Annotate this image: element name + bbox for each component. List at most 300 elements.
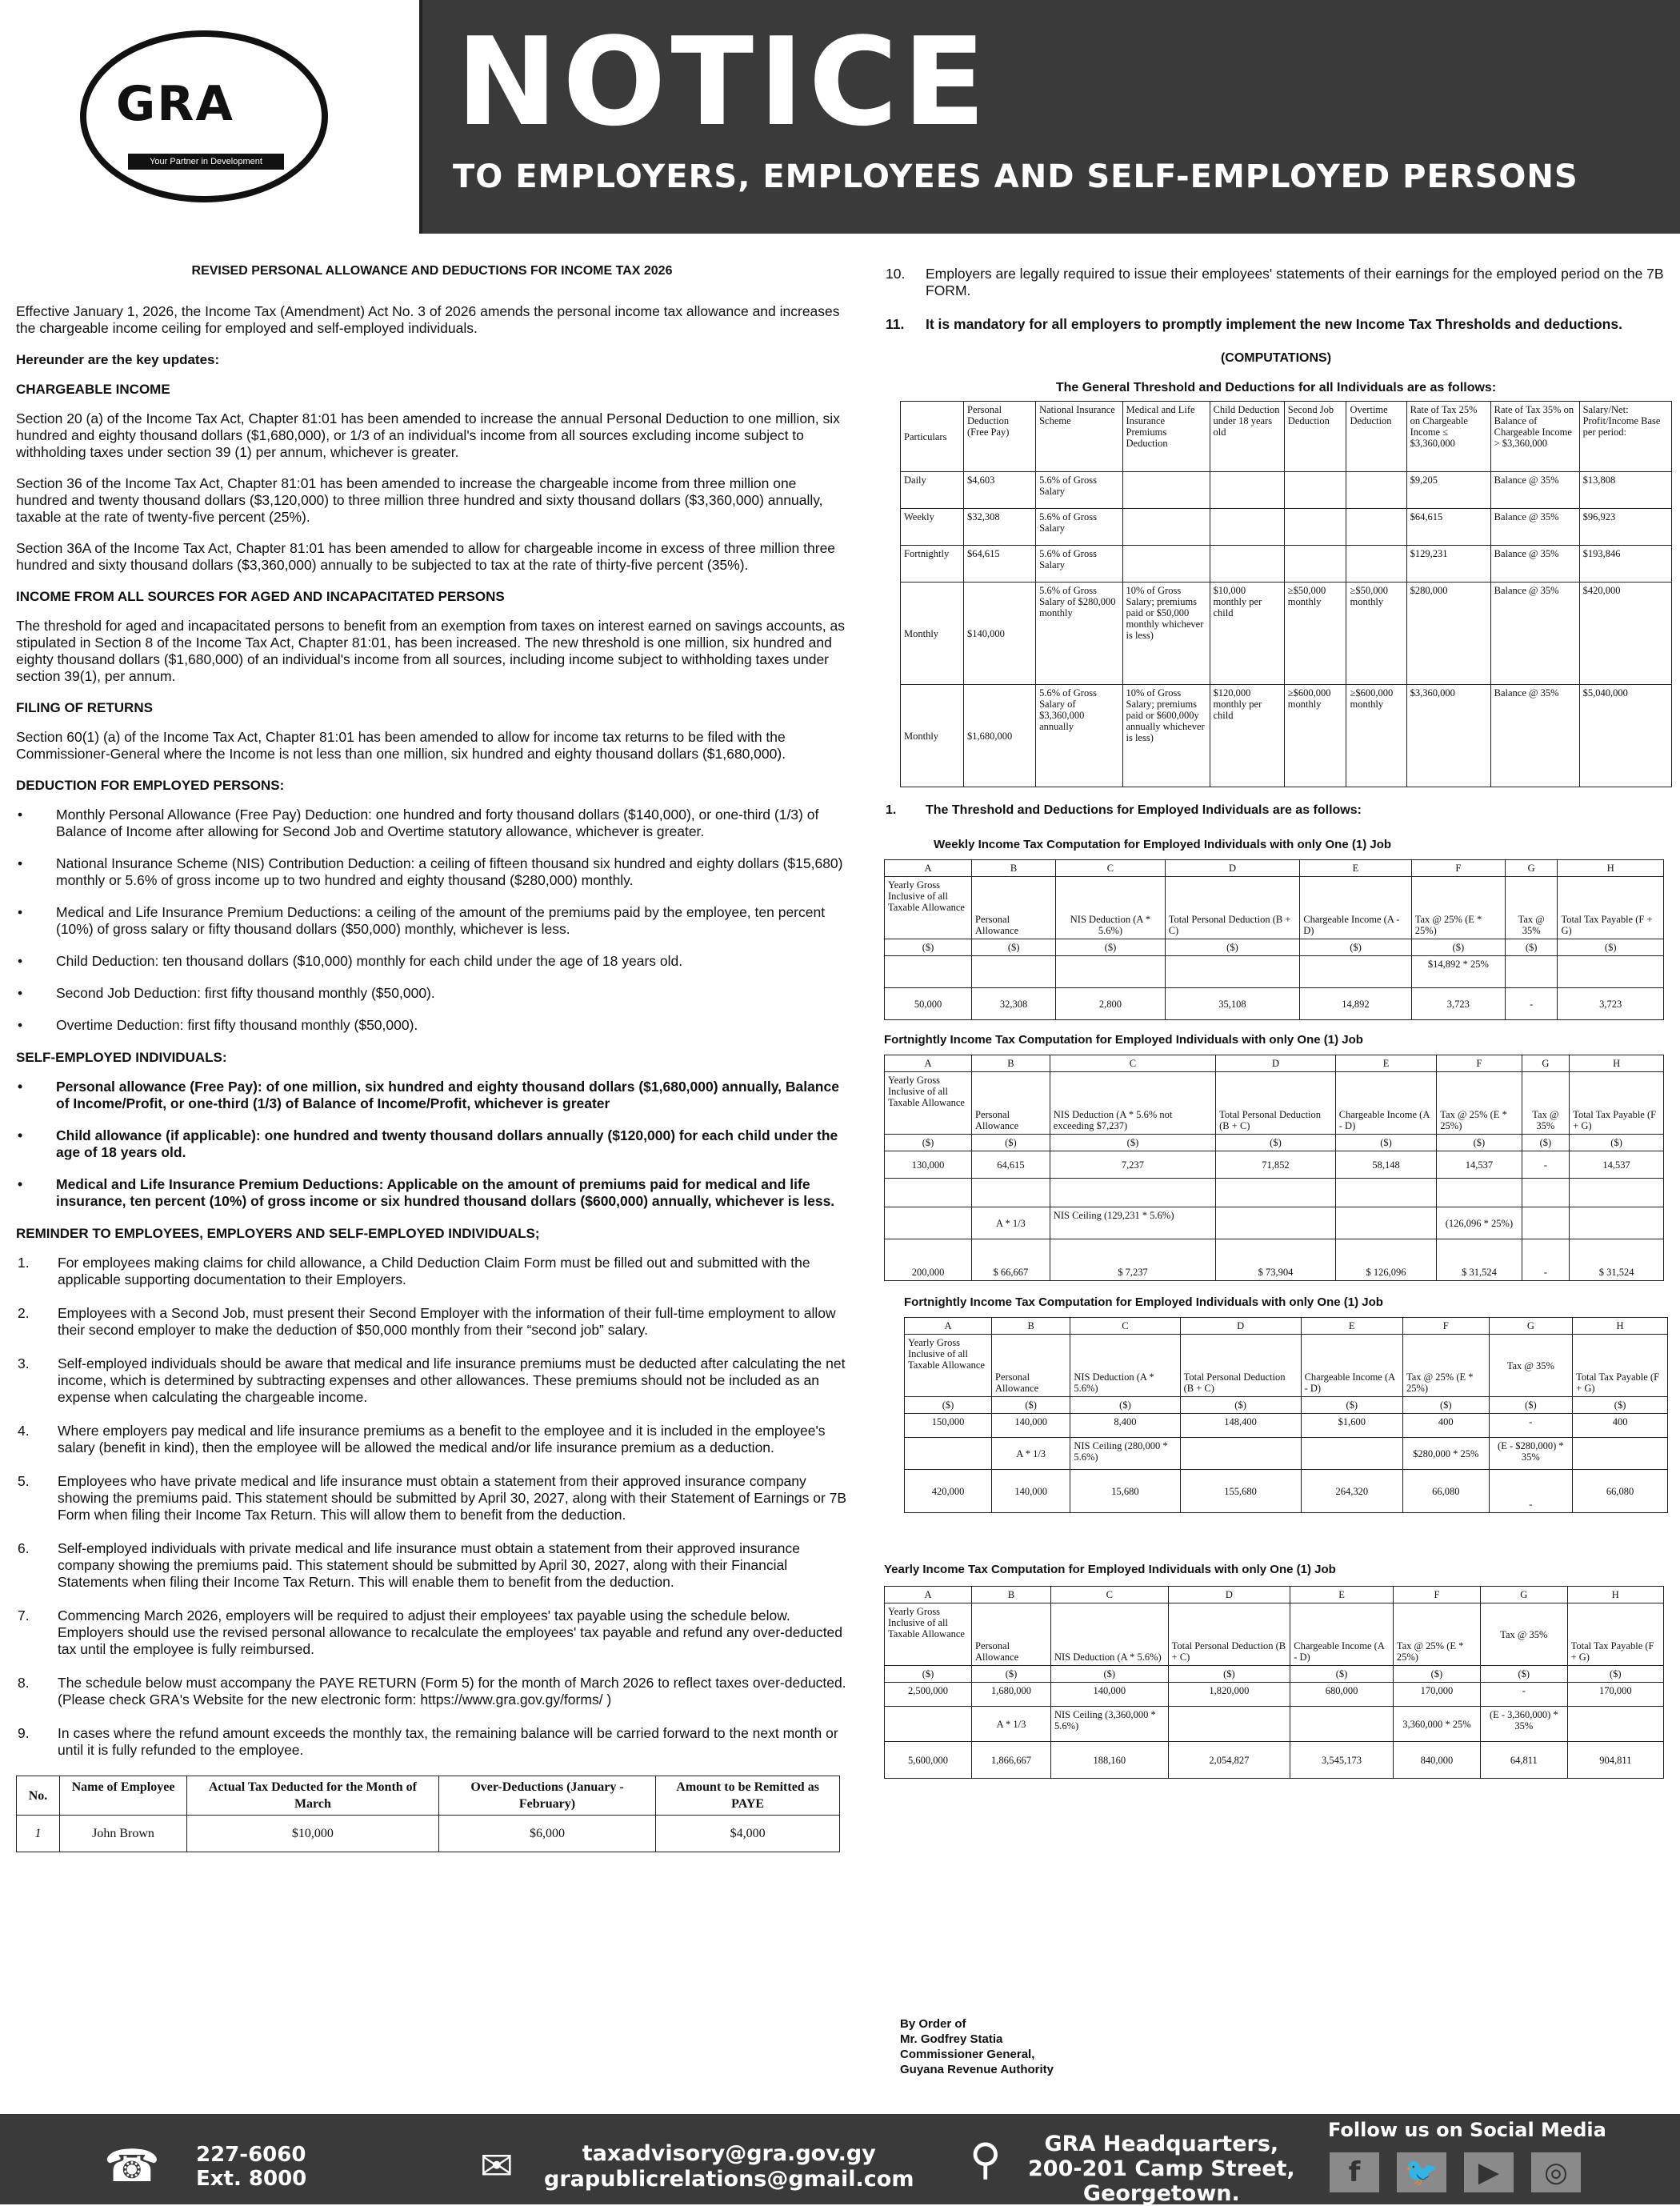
phone-number[interactable]: 227-6060 bbox=[196, 2143, 306, 2167]
table-cell: NIS Ceiling (280,000 * 5.6%) bbox=[1070, 1438, 1180, 1470]
table-cell: 420,000 bbox=[905, 1470, 992, 1513]
table-cell: 3,360,000 * 25% bbox=[1393, 1707, 1480, 1742]
gra-logo bbox=[0, 0, 422, 234]
table-cell bbox=[1335, 1207, 1437, 1239]
paragraph-section36: Section 36 of the Income Tax Act, Chapter 81:01 has been amended to increase the chargeable income from three million one hundred and twenty thousand dollars ($3,120,000) to three million three hundred and sixty thousand dollars ($3,360,000) annually, taxable at the rate of twenty-five percent (25%). bbox=[16, 475, 823, 525]
signature-block bbox=[900, 2016, 1054, 2077]
table-cell: NIS Deduction (A * 5.6%) bbox=[1070, 1335, 1180, 1397]
table-cell: 64,615 bbox=[972, 1151, 1050, 1179]
table-cell: $4,000 bbox=[656, 1816, 840, 1852]
table-cell: 66,080 bbox=[1573, 1470, 1668, 1513]
letter-row bbox=[885, 1055, 1664, 1072]
table-title: Weekly Income Tax Computation for Employed Individuals with only One (1) Job bbox=[934, 838, 1392, 851]
letter-row bbox=[905, 1318, 1668, 1335]
table-cell: $14,892 * 25% bbox=[1411, 956, 1505, 988]
table-cell: F bbox=[1402, 1318, 1489, 1335]
table-cell: Balance @ 35% bbox=[1490, 472, 1579, 509]
right-column bbox=[884, 266, 1668, 1779]
instagram-icon[interactable]: ◎ bbox=[1531, 2152, 1581, 2192]
paragraph-section36a: Section 36A of the Income Tax Act, Chapter 81:01 has been amended to allow for chargeable income in excess of three million three hundred and sixty thousand dollars ($3,360,000) annually to be subjected to tax at the rate of thirty-five percent (35%). bbox=[16, 540, 836, 573]
table-row bbox=[885, 1179, 1664, 1207]
table-cell: Total Tax Payable (F + G) bbox=[1570, 1072, 1664, 1135]
table-cell: ($) bbox=[1335, 1135, 1437, 1151]
social-icons bbox=[1312, 2152, 1581, 2192]
heading-chargeable: CHARGEABLE INCOME bbox=[16, 382, 170, 397]
phone-icon: ☎ bbox=[104, 2140, 160, 2192]
header-row bbox=[885, 1072, 1664, 1135]
table-cell: ($) bbox=[885, 1666, 972, 1683]
table-cell: E bbox=[1335, 1055, 1437, 1072]
table-cell: $ 7,237 bbox=[1050, 1239, 1215, 1281]
table-header: Medical and Life Insurance Premiums Deduction bbox=[1122, 402, 1210, 472]
table-cell: 50,000 bbox=[885, 988, 972, 1020]
table-cell: Chargeable Income (A - D) bbox=[1290, 1603, 1394, 1666]
heading-filing: FILING OF RETURNS bbox=[16, 700, 153, 715]
table-cell bbox=[1570, 1207, 1664, 1239]
list-item: 8. The schedule below must accompany the PAYE RETURN (Form 5) for the month of March 2026 to reflect taxes over-deducted. (Please check GRA's Website for the new electronic form: https://www.gra.gov.gy/forms/ ) bbox=[18, 1675, 846, 1708]
table-cell: A bbox=[885, 1587, 972, 1603]
yearly-computation-table bbox=[884, 1586, 1664, 1779]
table-cell: 130,000 bbox=[885, 1151, 972, 1179]
table-cell: (E - 3,360,000) * 35% bbox=[1481, 1707, 1568, 1742]
table-cell: E bbox=[1290, 1587, 1394, 1603]
list-item: 11. It is mandatory for all employers to promptly implement the new Income Tax Thresholds and deductions. bbox=[886, 316, 1622, 332]
email-block bbox=[544, 2141, 914, 2192]
header-row bbox=[885, 877, 1664, 939]
table-cell: Chargeable Income (A - D) bbox=[1300, 877, 1412, 939]
address-line: GRA Headquarters, bbox=[1044, 2132, 1279, 2156]
list-item: • Medical and Life Insurance Premium Deductions: a ceiling of the amount of the premiums paid by the employee, ten percent (10%) of gross salary or fifty thousand dollars ($50,000) monthly, whichever is less. bbox=[16, 904, 848, 938]
table-cell: - bbox=[1522, 1239, 1570, 1281]
table-header: Rate of Tax 25% on Chargeable Income ≤ $3,360,000 bbox=[1406, 402, 1490, 472]
table-cell bbox=[1056, 956, 1166, 988]
table-cell bbox=[1300, 956, 1412, 988]
table-cell: Balance @ 35% bbox=[1490, 546, 1579, 583]
table-cell bbox=[1505, 956, 1558, 988]
list-item: • Personal allowance (Free Pay): of one million, six hundred and eighty thousand dollars ($1,680,000) annually, Balance of Income/Profit, or one-third (1/3) of Balance of Income/Profit, whichever is greater bbox=[16, 1079, 848, 1112]
table-title: Fortnightly Income Tax Computation for Employed Individuals with only One (1) Job bbox=[904, 1295, 1383, 1309]
table-cell: ($) bbox=[1393, 1666, 1480, 1683]
weekly-computation-table bbox=[884, 859, 1664, 1020]
paragraph-section20: Section 20 (a) of the Income Tax Act, Chapter 81:01 has been amended to increase the annual Personal Deduction to one million, six hundred and eighty thousand dollars ($1,680,000), or 1/3 of an individual's income from all sources excluding income subject to withholding taxes under section 39 (1) per annum, whichever is greater. bbox=[16, 410, 840, 460]
footer bbox=[0, 2114, 1680, 2204]
table-cell bbox=[1168, 1707, 1290, 1742]
table-cell: G bbox=[1522, 1055, 1570, 1072]
table-cell: 7,237 bbox=[1050, 1151, 1215, 1179]
reminder-list bbox=[16, 1255, 848, 1759]
table-header: Particulars bbox=[901, 402, 964, 472]
list-item: • Second Job Deduction: first fifty thousand monthly ($50,000). bbox=[16, 985, 848, 1002]
list-item: 2. Employees with a Second Job, must present their Second Employer with the information of their full-time employment to allow their second employer to make the deduction of $50,000 monthly from their “second job” salary. bbox=[18, 1305, 836, 1338]
table-row bbox=[885, 988, 1664, 1020]
table-cell: 8,400 bbox=[1070, 1414, 1180, 1438]
fortnightly-computation-table-2 bbox=[904, 1317, 1668, 1513]
table-cell: F bbox=[1437, 1055, 1522, 1072]
email-icon: ✉ bbox=[480, 2143, 514, 2189]
table-cell bbox=[1522, 1207, 1570, 1239]
table-cell bbox=[1346, 509, 1406, 546]
table-cell: G bbox=[1481, 1587, 1568, 1603]
table-cell: ($) bbox=[1180, 1397, 1301, 1414]
unit-row bbox=[885, 939, 1664, 956]
table-header: No. bbox=[17, 1776, 60, 1816]
table-cell: 10% of Gross Salary; premiums paid or $600,000y annually whichever is less) bbox=[1122, 685, 1210, 787]
table-cell bbox=[1284, 509, 1346, 546]
table-cell: Monthly bbox=[901, 685, 964, 787]
table-cell: $9,205 bbox=[1406, 472, 1490, 509]
table-cell bbox=[1346, 472, 1406, 509]
table-cell bbox=[1210, 472, 1284, 509]
list-item: • Monthly Personal Allowance (Free Pay) Deduction: one hundred and forty thousand dollars ($140,000), or one-third (1/3) of Balance of Income after allowing for Second Job and Overtime statutory allowance, whichever is greater. bbox=[16, 807, 848, 840]
facebook-icon[interactable]: f bbox=[1330, 2152, 1379, 2192]
table-cell: 71,852 bbox=[1216, 1151, 1336, 1179]
address-block bbox=[1028, 2132, 1295, 2206]
table-cell: A bbox=[885, 1055, 972, 1072]
continued-list bbox=[884, 266, 1668, 333]
table-cell bbox=[1437, 1179, 1522, 1207]
table-cell: 140,000 bbox=[1050, 1683, 1168, 1707]
table-cell: ($) bbox=[1301, 1397, 1402, 1414]
table-cell: Balance @ 35% bbox=[1490, 583, 1579, 685]
table-cell: $64,615 bbox=[964, 546, 1036, 583]
table-cell: 680,000 bbox=[1290, 1683, 1394, 1707]
table-cell: Balance @ 35% bbox=[1490, 509, 1579, 546]
heading-deduction: DEDUCTION FOR EMPLOYED PERSONS: bbox=[16, 778, 285, 793]
address-line: Georgetown. bbox=[1082, 2181, 1240, 2206]
table-cell: (126,096 * 25%) bbox=[1437, 1207, 1522, 1239]
table-cell: NIS Ceiling (3,360,000 * 5.6%) bbox=[1050, 1707, 1168, 1742]
table-cell: ($) bbox=[1411, 939, 1505, 956]
key-updates-label: Hereunder are the key updates: bbox=[16, 352, 220, 367]
table-cell: $96,923 bbox=[1579, 509, 1671, 546]
table-cell: ≥$600,000 monthly bbox=[1346, 685, 1406, 787]
list-item: 1. For employees making claims for child allowance, a Child Deduction Claim Form must be filled out and submitted with the applicable supporting documentation to their Employers. bbox=[18, 1255, 810, 1287]
table-cell bbox=[905, 1438, 992, 1470]
table-cell: $13,808 bbox=[1579, 472, 1671, 509]
table-cell: B bbox=[972, 1587, 1051, 1603]
list-item: • Child Deduction: ten thousand dollars ($10,000) monthly for each child under the age of 18 years old. bbox=[16, 953, 848, 970]
general-threshold-table bbox=[900, 401, 1672, 787]
table-cell: ($) bbox=[972, 1666, 1051, 1683]
table-cell: $420,000 bbox=[1579, 583, 1671, 685]
unit-row bbox=[885, 1666, 1664, 1683]
table-cell: 140,000 bbox=[992, 1470, 1070, 1513]
table-cell: - bbox=[1522, 1151, 1570, 1179]
table-row bbox=[901, 583, 1672, 685]
table-cell: - bbox=[1489, 1414, 1573, 1438]
table-cell: E bbox=[1300, 860, 1412, 877]
youtube-icon[interactable]: ▶ bbox=[1464, 2152, 1514, 2192]
table-cell: ≥$50,000 monthly bbox=[1284, 583, 1346, 685]
table-cell: A * 1/3 bbox=[992, 1438, 1070, 1470]
heading-reminder: REMINDER TO EMPLOYEES, EMPLOYERS AND SELF-EMPLOYED INDIVIDUALS; bbox=[16, 1226, 540, 1241]
list-item: • Medical and Life Insurance Premium Deductions: Applicable on the amount of premiums paid for medical and life insurance, ten percent (10%) of gross income or six hundred thousand dollars ($600,000) annually, whichever is less. bbox=[16, 1176, 848, 1210]
table-cell bbox=[1335, 1179, 1437, 1207]
table-cell bbox=[1284, 546, 1346, 583]
table-cell: 1,680,000 bbox=[972, 1683, 1051, 1707]
table-cell: Yearly Gross Inclusive of all Taxable Allowance bbox=[885, 1603, 972, 1666]
table-cell: 3,545,173 bbox=[1290, 1742, 1394, 1779]
table-row bbox=[901, 685, 1672, 787]
list-item: 4. Where employers pay medical and life insurance premiums as a benefit to the employee and it is included in the employee's salary (benefit in kind), then the employee will be allowed the medical and/or life insurance premium as a deduction. bbox=[18, 1423, 826, 1455]
table-cell bbox=[1301, 1438, 1402, 1470]
table-cell: $280,000 bbox=[1406, 583, 1490, 685]
table-cell: $6,000 bbox=[438, 1816, 655, 1852]
table-cell bbox=[1050, 1179, 1215, 1207]
table-cell: NIS Deduction (A * 5.6%) bbox=[1056, 877, 1166, 939]
section-title: REVISED PERSONAL ALLOWANCE AND DEDUCTIONS FOR INCOME TAX 2026 bbox=[191, 264, 673, 278]
table-cell: 170,000 bbox=[1393, 1683, 1480, 1707]
table-cell bbox=[1284, 472, 1346, 509]
table-cell: Chargeable Income (A - D) bbox=[1335, 1072, 1437, 1135]
table-cell: 58,148 bbox=[1335, 1151, 1437, 1179]
table-header: Second Job Deduction bbox=[1284, 402, 1346, 472]
table-cell: ($) bbox=[1050, 1135, 1215, 1151]
table-cell bbox=[1122, 472, 1210, 509]
table-cell: Yearly Gross Inclusive of all Taxable Allowance bbox=[885, 1072, 972, 1135]
table-cell: ($) bbox=[972, 939, 1056, 956]
letter-row bbox=[885, 860, 1664, 877]
table-cell: 5.6% of Gross Salary bbox=[1036, 546, 1122, 583]
table-cell: Total Personal Deduction (B + C) bbox=[1180, 1335, 1301, 1397]
table-cell: Personal Allowance bbox=[972, 1072, 1050, 1135]
table-cell: G bbox=[1505, 860, 1558, 877]
table-cell: Weekly bbox=[901, 509, 964, 546]
left-column bbox=[16, 256, 848, 1852]
table-cell bbox=[885, 956, 972, 988]
table-cell: 200,000 bbox=[885, 1239, 972, 1281]
table-cell: 2,500,000 bbox=[885, 1683, 972, 1707]
table-cell: 1,820,000 bbox=[1168, 1683, 1290, 1707]
deduction-list bbox=[16, 807, 848, 1034]
email-link[interactable]: grapublicrelations@gmail.com bbox=[544, 2167, 914, 2192]
refund-schedule-table bbox=[16, 1776, 840, 1852]
table-cell: $4,603 bbox=[964, 472, 1036, 509]
table-cell: Total Personal Deduction (B + C) bbox=[1168, 1603, 1290, 1666]
table-cell bbox=[1122, 509, 1210, 546]
table-cell: 155,680 bbox=[1180, 1470, 1301, 1513]
table-cell: E bbox=[1301, 1318, 1402, 1335]
table-cell: ($) bbox=[1522, 1135, 1570, 1151]
table-cell: H bbox=[1570, 1055, 1664, 1072]
table-cell: Tax @ 25% (E * 25%) bbox=[1411, 877, 1505, 939]
table-cell: 400 bbox=[1402, 1414, 1489, 1438]
table-cell: 32,308 bbox=[972, 988, 1056, 1020]
table-cell: - bbox=[1481, 1683, 1568, 1707]
table-cell: H bbox=[1573, 1318, 1668, 1335]
table-cell bbox=[1522, 1179, 1570, 1207]
list-item: • Child allowance (if applicable): one hundred and twenty thousand dollars annually ($120,000) for each child under the age of 18 years old. bbox=[16, 1127, 848, 1161]
list-item: • Overtime Deduction: first fifty thousand monthly ($50,000). bbox=[16, 1017, 848, 1034]
logo-text: GRA bbox=[116, 76, 234, 132]
table-cell: ($) bbox=[1505, 939, 1558, 956]
table-cell bbox=[1180, 1438, 1301, 1470]
table-cell: $10,000 monthly per child bbox=[1210, 583, 1284, 685]
list-item: • National Insurance Scheme (NIS) Contribution Deduction: a ceiling of fifteen thousand six hundred and eighty dollars ($15,680) monthly or 5.6% of gross income up to two hundred and eighty thousand ($280,000) monthly. bbox=[16, 855, 848, 889]
header-row bbox=[905, 1335, 1668, 1397]
table-cell: 264,320 bbox=[1301, 1470, 1402, 1513]
table-cell: D bbox=[1216, 1055, 1336, 1072]
table-cell: ($) bbox=[1056, 939, 1166, 956]
table-cell: ≥$600,000 monthly bbox=[1284, 685, 1346, 787]
table-cell: $3,360,000 bbox=[1406, 685, 1490, 787]
fortnightly-computation-table bbox=[884, 1055, 1664, 1281]
table-cell: ($) bbox=[1070, 1397, 1180, 1414]
table-cell: ($) bbox=[1437, 1135, 1522, 1151]
table-row bbox=[885, 1239, 1664, 1281]
table-cell bbox=[1122, 546, 1210, 583]
table-cell: B bbox=[972, 1055, 1050, 1072]
table-cell: Tax @ 35% bbox=[1522, 1072, 1570, 1135]
table-cell: 15,680 bbox=[1070, 1470, 1180, 1513]
table-cell: NIS Deduction (A * 5.6%) bbox=[1050, 1603, 1168, 1666]
table-cell: $ 31,524 bbox=[1437, 1239, 1522, 1281]
heading-self-employed: SELF-EMPLOYED INDIVIDUALS: bbox=[16, 1050, 227, 1065]
table-cell: ($) bbox=[1165, 939, 1300, 956]
table-cell: $ 73,904 bbox=[1216, 1239, 1336, 1281]
header-row bbox=[885, 1603, 1664, 1666]
table-header: Name of Employee bbox=[60, 1776, 187, 1816]
table-cell: C bbox=[1070, 1318, 1180, 1335]
table-cell: $1,680,000 bbox=[964, 685, 1036, 787]
table-cell: ($) bbox=[1168, 1666, 1290, 1683]
list-item: 5. Employees who have private medical and life insurance must obtain a statement from their approved insurance company showing the premiums paid. This statement should be submitted by April 30, 2027, along with their Statement of Earnings or 7B Form when filing their Income Tax Return. This will allow them to benefit from the deduction. bbox=[18, 1473, 847, 1523]
signature-line: By Order of bbox=[900, 2017, 966, 2031]
table-header: Actual Tax Deducted for the Month of March bbox=[187, 1776, 439, 1816]
self-employed-list bbox=[16, 1079, 848, 1210]
table-cell: 148,400 bbox=[1180, 1414, 1301, 1438]
table-cell: ($) bbox=[1573, 1397, 1668, 1414]
table-row bbox=[905, 1470, 1668, 1513]
table-cell: Tax @ 25% (E * 25%) bbox=[1437, 1072, 1522, 1135]
table-cell: 66,080 bbox=[1402, 1470, 1489, 1513]
table-cell bbox=[1346, 546, 1406, 583]
table-cell: B bbox=[992, 1318, 1070, 1335]
list-item: 9. In cases where the refund amount exceeds the monthly tax, the remaining balance will be carried forward to the next month or until it is fully refunded to the employee. bbox=[18, 1725, 838, 1758]
table-cell: $193,846 bbox=[1579, 546, 1671, 583]
table-cell bbox=[1165, 956, 1300, 988]
table-cell: 1,866,667 bbox=[972, 1742, 1051, 1779]
table-header: Amount to be Remitted as PAYE bbox=[656, 1776, 840, 1816]
table-cell: 5.6% of Gross Salary bbox=[1036, 509, 1122, 546]
table-cell: ≥$50,000 monthly bbox=[1346, 583, 1406, 685]
table-cell: H bbox=[1567, 1587, 1663, 1603]
table-cell: H bbox=[1558, 860, 1664, 877]
table-cell: Balance @ 35% bbox=[1490, 685, 1579, 787]
table-cell: ($) bbox=[1489, 1397, 1573, 1414]
heading-aged: INCOME FROM ALL SOURCES FOR AGED AND INCAPACITATED PERSONS bbox=[16, 589, 505, 604]
table-cell: Tax @ 25% (E * 25%) bbox=[1402, 1335, 1489, 1397]
table-cell: D bbox=[1165, 860, 1300, 877]
table-cell: 840,000 bbox=[1393, 1742, 1480, 1779]
table-cell: $ 31,524 bbox=[1570, 1239, 1664, 1281]
paragraph-effective: Effective January 1, 2026, the Income Tax (Amendment) Act No. 3 of 2026 amends the personal income tax allowance and increases the chargeable income ceiling for employed and self-employed individuals. bbox=[16, 303, 840, 336]
table-cell bbox=[972, 956, 1056, 988]
table-row bbox=[905, 1414, 1668, 1438]
table-cell: Personal Allowance bbox=[972, 1603, 1051, 1666]
table-cell: 14,892 bbox=[1300, 988, 1412, 1020]
table-cell: - bbox=[1489, 1470, 1573, 1513]
table-cell: A bbox=[885, 860, 972, 877]
table-cell: ($) bbox=[905, 1397, 992, 1414]
table-cell bbox=[972, 1179, 1050, 1207]
table-cell: ($) bbox=[1570, 1135, 1664, 1151]
table-header: Overtime Deduction bbox=[1346, 402, 1406, 472]
table-cell bbox=[1570, 1179, 1664, 1207]
table-cell: Yearly Gross Inclusive of all Taxable Allowance bbox=[905, 1335, 992, 1397]
table-cell: F bbox=[1393, 1587, 1480, 1603]
table-cell: 2,054,827 bbox=[1168, 1742, 1290, 1779]
table-row bbox=[885, 1707, 1664, 1742]
table-cell: 5.6% of Gross Salary of $280,000 monthly bbox=[1036, 583, 1122, 685]
logo-tagline: Your Partner in Development bbox=[128, 154, 284, 170]
table-row bbox=[901, 546, 1672, 583]
table-cell: Tax @ 35% bbox=[1505, 877, 1558, 939]
table-row bbox=[885, 956, 1664, 988]
table-cell: Fortnightly bbox=[901, 546, 964, 583]
table-cell: 10% of Gross Salary; premiums paid or $50,000 monthly whichever is less) bbox=[1122, 583, 1210, 685]
table-cell: $280,000 * 25% bbox=[1402, 1438, 1489, 1470]
table-cell: ($) bbox=[1558, 939, 1664, 956]
table-header: Child Deduction under 18 years old bbox=[1210, 402, 1284, 472]
table-cell: 5.6% of Gross Salary of $3,360,000 annually bbox=[1036, 685, 1122, 787]
table-cell: B bbox=[972, 860, 1056, 877]
table-row bbox=[885, 1207, 1664, 1239]
table-header: Over-Deductions (January - February) bbox=[438, 1776, 655, 1816]
table-cell: ($) bbox=[1300, 939, 1412, 956]
table-cell: Yearly Gross Inclusive of all Taxable Allowance bbox=[885, 877, 972, 939]
table-cell: ($) bbox=[885, 1135, 972, 1151]
table-cell: Chargeable Income (A - D) bbox=[1301, 1335, 1402, 1397]
table-cell: ($) bbox=[972, 1135, 1050, 1151]
table-cell: Total Tax Payable (F + G) bbox=[1558, 877, 1664, 939]
table-cell: Monthly bbox=[901, 583, 964, 685]
employed-title: 1. The Threshold and Deductions for Employed Individuals are as follows: bbox=[886, 803, 1362, 817]
table-cell: Total Tax Payable (F + G) bbox=[1573, 1335, 1668, 1397]
table-cell: 2,800 bbox=[1056, 988, 1166, 1020]
table-cell: 64,811 bbox=[1481, 1742, 1568, 1779]
table-cell: Tax @ 35% bbox=[1489, 1335, 1573, 1397]
table-cell: 3,723 bbox=[1411, 988, 1505, 1020]
table-cell: $ 126,096 bbox=[1335, 1239, 1437, 1281]
general-table-title: The General Threshold and Deductions for all Individuals are as follows: bbox=[1055, 381, 1497, 394]
table-cell: 14,537 bbox=[1437, 1151, 1522, 1179]
table-row bbox=[905, 1438, 1668, 1470]
table-cell: $5,040,000 bbox=[1579, 685, 1671, 787]
table-cell: Personal Allowance bbox=[992, 1335, 1070, 1397]
unit-row bbox=[885, 1135, 1664, 1151]
notice-title: NOTICE bbox=[456, 11, 991, 153]
table-cell: Total Tax Payable (F + G) bbox=[1567, 1603, 1663, 1666]
table-cell bbox=[1290, 1707, 1394, 1742]
table-cell: Daily bbox=[901, 472, 964, 509]
table-cell: 170,000 bbox=[1567, 1683, 1663, 1707]
table-cell bbox=[1216, 1179, 1336, 1207]
table-cell: Total Personal Deduction (B + C) bbox=[1165, 877, 1300, 939]
twitter-icon[interactable]: 🐦 bbox=[1397, 2152, 1446, 2192]
table-cell bbox=[1210, 509, 1284, 546]
social-label: Follow us on Social Media bbox=[1328, 2119, 1606, 2141]
table-cell bbox=[1216, 1207, 1336, 1239]
signature-line: Guyana Revenue Authority bbox=[900, 2063, 1054, 2076]
table-cell: ($) bbox=[1216, 1135, 1336, 1151]
email-link[interactable]: taxadvisory@gra.gov.gy bbox=[582, 2141, 876, 2166]
table-header: Personal Deduction (Free Pay) bbox=[964, 402, 1036, 472]
table-cell: G bbox=[1489, 1318, 1573, 1335]
table-cell: $1,600 bbox=[1301, 1414, 1402, 1438]
table-header: National Insurance Scheme bbox=[1036, 402, 1122, 472]
table-row bbox=[885, 1683, 1664, 1707]
